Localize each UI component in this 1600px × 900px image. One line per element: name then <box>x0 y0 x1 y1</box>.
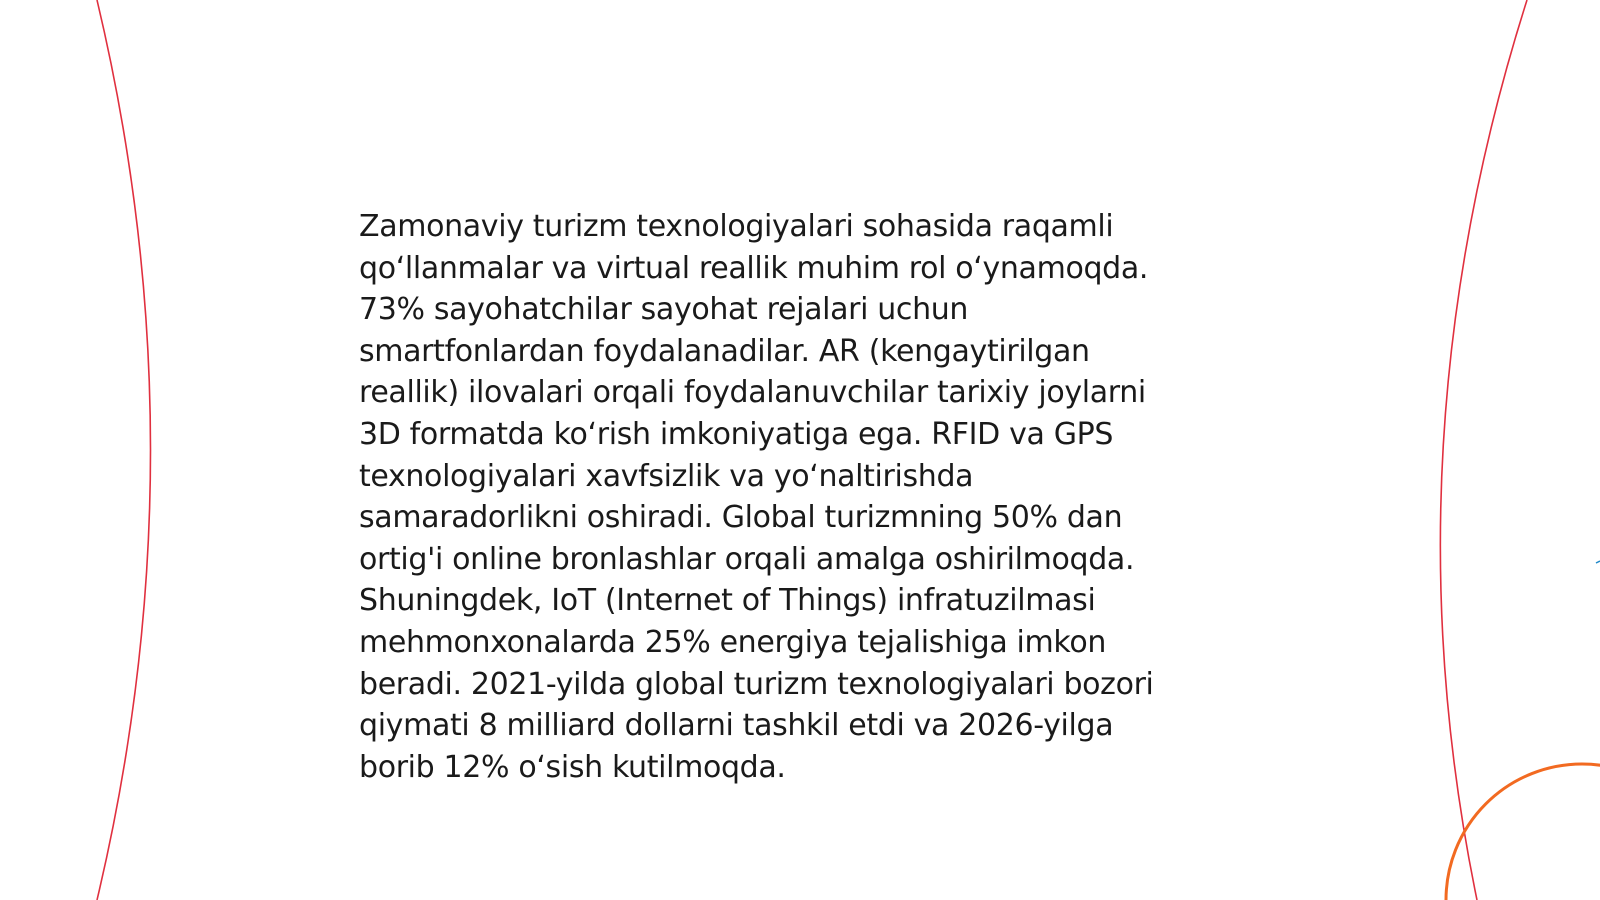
paragraph-line: Shuningdek, IoT (Internet of Things) infratuzilmasi <box>359 583 1096 619</box>
paragraph-line: borib 12% o‘sish kutilmoqda. <box>359 749 786 785</box>
orange-circle-outline <box>1446 764 1600 900</box>
paragraph-line: texnologiyalari xavfsizlik va yo‘naltirishda <box>359 458 974 494</box>
right-arc-line <box>1440 0 1527 900</box>
paragraph-line: reallik) ilovalari orqali foydalanuvchilar tarixiy joylarni <box>359 375 1146 411</box>
left-arc-line <box>97 0 151 900</box>
paragraph-line: ortig'i online bronlashlar orqali amalga oshirilmoqda. <box>359 541 1135 577</box>
paragraph-line: samaradorlikni oshiradi. Global turizmning 50% dan <box>359 500 1123 536</box>
blue-edge-mark <box>1596 561 1600 563</box>
paragraph-line: beradi. 2021-yilda global turizm texnologiyalari bozori <box>359 666 1154 702</box>
body-paragraph <box>359 206 1259 788</box>
paragraph-line: smartfonlardan foydalanadilar. AR (kengaytirilgan <box>359 333 1090 369</box>
paragraph-line: qiymati 8 milliard dollarni tashkil etdi va 2026-yilga <box>359 708 1114 744</box>
paragraph-line: mehmonxonalarda 25% energiya tejalishiga imkon <box>359 624 1107 660</box>
paragraph-line: 73% sayohatchilar sayohat rejalari uchun <box>359 292 969 328</box>
paragraph-line: Zamonaviy turizm texnologiyalari sohasida raqamli <box>359 209 1114 244</box>
paragraph-line: 3D formatda ko‘rish imkoniyatiga ega. RFID va GPS <box>359 416 1114 452</box>
paragraph-line: qo‘llanmalar va virtual reallik muhim rol o‘ynamoqda. <box>359 250 1149 286</box>
